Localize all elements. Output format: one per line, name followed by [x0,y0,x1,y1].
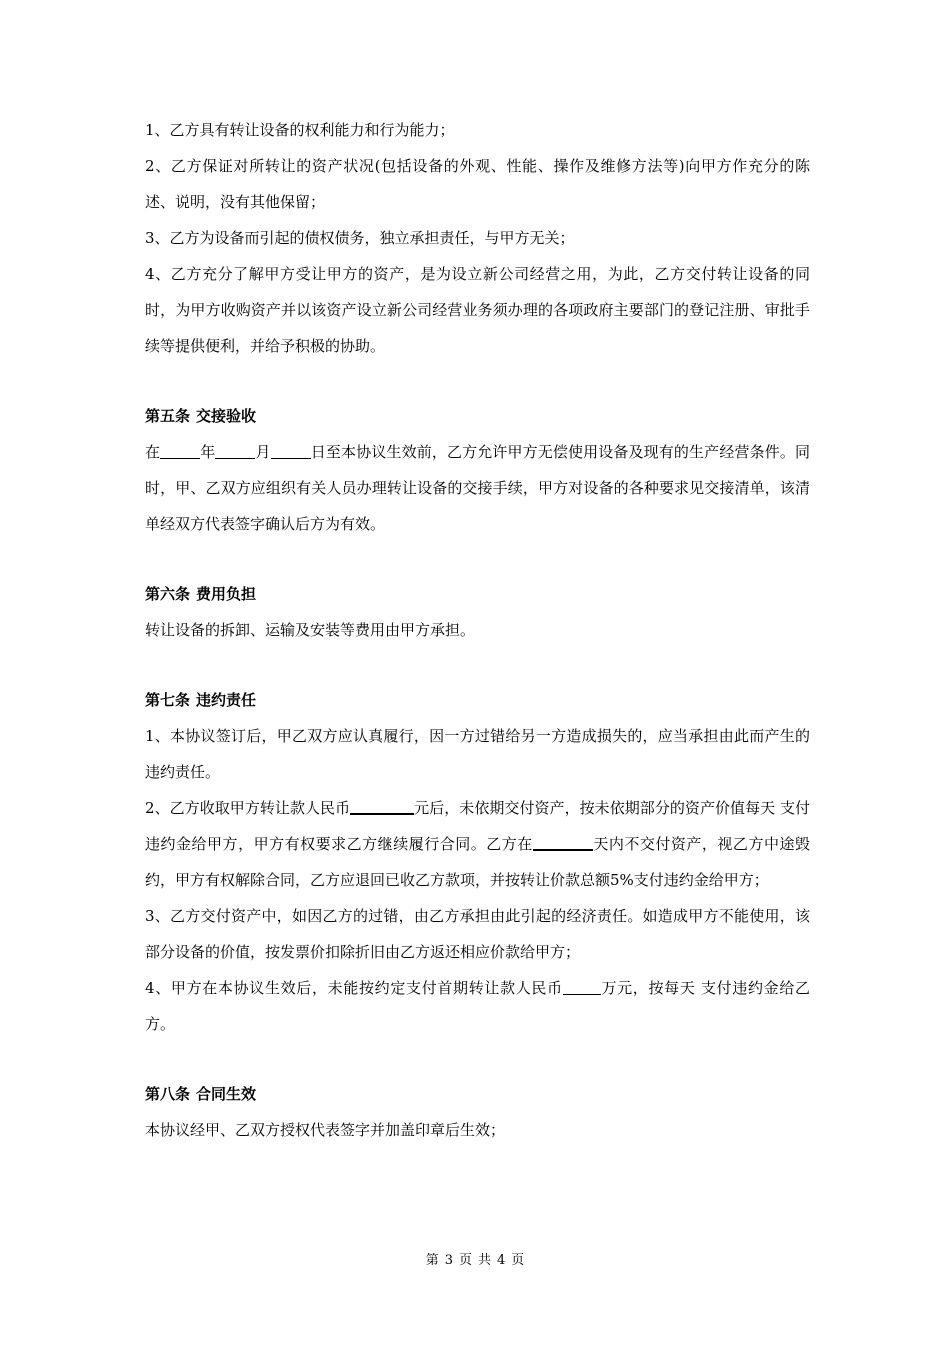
article-7-item-2 [145,790,810,898]
amount-blank[interactable] [350,798,414,815]
article-7-item-4-a: 4、甲方在本协议生效后，未能按约定支付首期转让款人民币 [145,979,563,997]
article-7-item-2-c: 天内不交付资产，视乙方中途毁约，甲方有权解除合同，乙方应退回已收乙方款项，并按转让价款总额5%支付违约金给甲方； [145,835,810,889]
footer-di: 第 [425,1253,439,1268]
footer-gong: 共 [478,1253,492,1268]
day-blank[interactable] [271,443,311,459]
article-8-title: 合同生效 [196,1085,257,1103]
footer-ye-2: 页 [511,1253,525,1268]
document-body [145,112,810,1148]
article4-item-2: 2、乙方保证对所转让的资产状况(包括设备的外观、性能、操作及维修方法等)向甲方作充分的陈述、说明，没有其他保留； [145,157,810,211]
article-5-month-label: 月 [255,443,271,461]
article4-item-1: 1、乙方具有转让设备的权利能力和行为能力； [145,121,455,139]
month-blank[interactable] [215,443,255,459]
article-7 [145,682,810,1042]
total-pages: 4 [497,1253,506,1268]
page-number: 3 [444,1253,453,1268]
article-6-heading [145,576,810,612]
article-7-item-4 [145,970,810,1042]
article-7-title: 违约责任 [196,691,257,709]
first-payment-blank[interactable] [563,979,601,995]
article-7-heading [145,682,810,718]
article-8-heading [145,1076,810,1112]
article4-item-4: 4、乙方充分了解甲方受让甲方的资产，是为设立新公司经营之用，为此，乙方交付转让设备的同时，为甲方收购资产并以该资产设立新公司经营业务须办理的各项政府主要部门的登记注册、审批手续等提供便利，并给予积极的协助。 [145,265,810,355]
article4-item-3: 3、乙方为设备而引起的债权债务，独立承担责任，与甲方无关； [145,229,575,247]
article-8-body: 本协议经甲、乙双方授权代表签字并加盖印章后生效； [145,1121,506,1139]
article-5-text-rest: 日至本协议生效前，乙方允许甲方无偿使用设备及现有的生产经营条件。同时，甲、乙双方应组织有关人员办理转让设备的交接手续，甲方对设备的各种要求见交接清单，该清单经双方代表签字确认后方为有效。 [145,443,810,533]
page-footer [0,1252,950,1270]
article-7-item-2-b: 元后，未依期交付资产，按未依期部分的资产价值每天 支付违约金给甲方，甲方有权要求乙方继续履行合同。乙方在 [145,799,810,853]
article-6-number: 第六条 [145,585,191,603]
article-7-item-1: 1、本协议签订后，甲乙双方应认真履行，因一方过错给另一方造成损失的，应当承担由此而产生的违约责任。 [145,727,810,781]
article-5-body [145,434,810,542]
footer-ye-1: 页 [458,1253,472,1268]
article-7-item-3: 3、乙方交付资产中，如因乙方的过错，由乙方承担由此引起的经济责任。如造成甲方不能使用，该部分设备的价值，按发票价扣除折旧由乙方返还相应价款给甲方； [145,907,810,961]
article-5-year-label: 年 [200,443,216,461]
article-8 [145,1076,810,1148]
year-blank[interactable] [160,443,200,459]
article-6-title: 费用负担 [196,585,257,603]
article-5-title: 交接验收 [196,407,257,425]
article-5-number: 第五条 [145,407,191,425]
article-8-number: 第八条 [145,1085,191,1103]
article-7-number: 第七条 [145,691,191,709]
article-7-item-2-a: 2、乙方收取甲方转让款人民币 [145,799,351,817]
article-6-body: 转让设备的拆卸、运输及安装等费用由甲方承担。 [145,621,476,639]
article-5-heading [145,398,810,434]
article-7-item-4-b: 万元，按每天 支付违约金给乙方。 [145,979,810,1033]
article-5-text-start: 在 [145,443,161,461]
article-5 [145,398,810,542]
days-blank[interactable] [533,834,593,851]
article-6 [145,576,810,648]
